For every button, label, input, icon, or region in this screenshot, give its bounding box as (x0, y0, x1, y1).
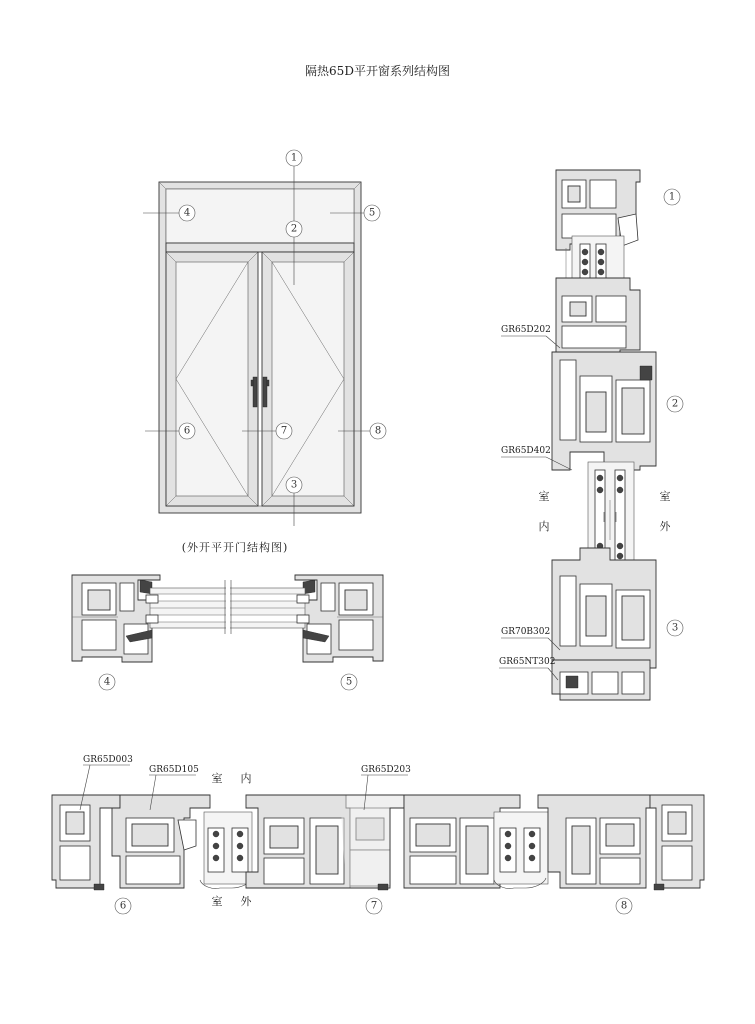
marker-1-label: 1 (290, 152, 298, 164)
right-handle (263, 377, 267, 407)
marker-5-label: 5 (368, 207, 376, 219)
label-gr65d402: GR65D402 (501, 446, 551, 456)
outdoor-label-2: 外 (659, 520, 671, 533)
marker-3-section-label: 3 (671, 622, 679, 634)
outdoor-label-1: 室 (659, 490, 671, 503)
label-gr65d105: GR65D105 (149, 765, 199, 775)
outdoor-label-4: 外 (240, 895, 252, 908)
outdoor-label-3: 室 (211, 895, 223, 908)
label-gr65nt302: GR65NT302 (499, 657, 556, 667)
marker-2-section-label: 2 (671, 398, 679, 410)
vertical-section (499, 170, 672, 700)
door-caption: (外开平开门结构图) (181, 541, 289, 554)
marker-1-section-label: 1 (668, 191, 676, 203)
marker-2-label: 2 (290, 223, 298, 235)
section-markers-1-2-3 (664, 189, 683, 636)
marker-8-label: 8 (374, 425, 382, 437)
label-gr65d203: GR65D203 (361, 765, 411, 775)
section-markers-6-7-8 (115, 898, 632, 914)
marker-6-section-label: 6 (119, 900, 127, 912)
drawing-title: 隔热65D平开窗系列结构图 (305, 64, 450, 78)
indoor-label-4: 内 (240, 772, 252, 785)
door-elevation (143, 165, 370, 526)
marker-8-section-label: 8 (620, 900, 628, 912)
label-gr70b302: GR70B302 (501, 627, 551, 637)
marker-4-label: 4 (183, 207, 191, 219)
marker-7-section-label: 7 (370, 900, 378, 912)
indoor-label-2: 内 (538, 520, 550, 533)
transom-section (72, 575, 383, 662)
marker-7-label: 7 (280, 425, 288, 437)
marker-3-label: 3 (290, 479, 298, 491)
section-markers-4-5 (99, 674, 357, 690)
indoor-label-1: 室 (538, 490, 550, 503)
marker-5-section-label: 5 (345, 676, 353, 688)
label-gr65d202: GR65D202 (501, 325, 551, 335)
left-handle (253, 377, 257, 407)
label-gr65d003: GR65D003 (83, 755, 133, 765)
horizontal-section (52, 755, 704, 908)
marker-6-label: 6 (183, 425, 191, 437)
marker-4-section-label: 4 (103, 676, 111, 688)
transom-bar (166, 243, 354, 252)
indoor-label-3: 室 (211, 772, 223, 785)
